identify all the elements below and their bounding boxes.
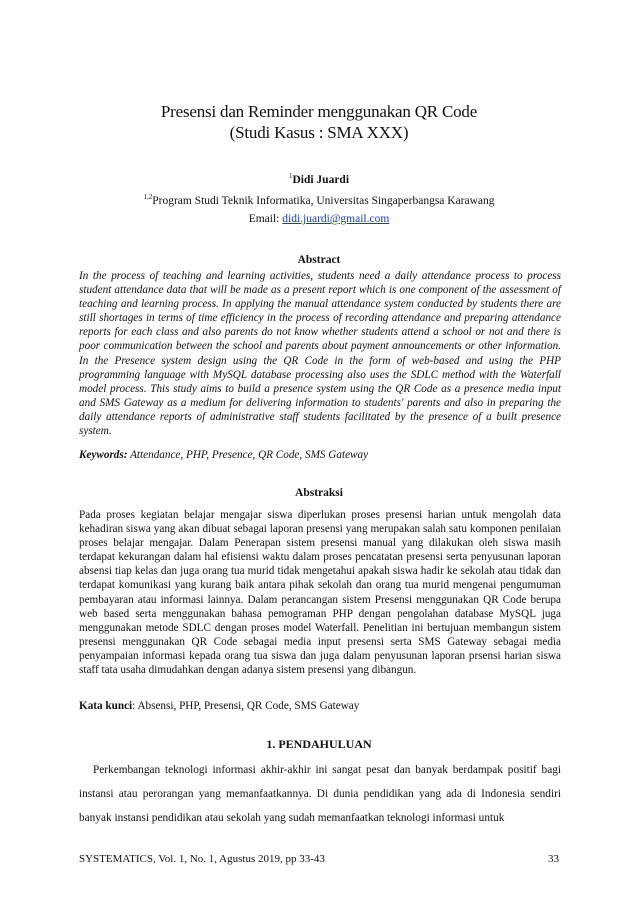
author-superscript: 1 <box>288 172 293 180</box>
paper-title-line2: (Studi Kasus : SMA XXX) <box>229 123 409 142</box>
email-line <box>0 213 638 225</box>
paper-title-line1: Presensi dan Reminder menggunakan QR Code <box>160 102 478 121</box>
abstract-text: In the process of teaching and learning activities, students need a daily attendance process to process student attendance data that will be made as a present report which is one component of the assessment of teaching and learning process. In applying the manual attendance system conducted by students there are still shortages in terms of time efficiency in the process of recording attendance and preparing attendance reports for each class and also parents do not know whether students attend a school or not and there is poor communication between the school and parents about payment announcements or other information. In the Presence system design using the QR Code in the form of web-based and using the PHP programming language with MySQL database processing also uses the SDLC method with the Waterfall model process. This study aims to build a presence system using the QR Code as a presence media input and SMS Gateway as a medium for delivering information to students' parents and also in preparing the daily attendance reports of administrative staff students facilitated by the presence of a built presence system. <box>79 270 561 438</box>
abstraksi-heading: Abstraksi <box>295 487 343 499</box>
author-name: Didi Juardi <box>292 174 350 186</box>
affiliation-text: Program Studi Teknik Informatika, Universitas Singaperbangsa Karawang <box>152 195 495 207</box>
affiliation-line <box>0 193 638 207</box>
author-line <box>0 172 638 186</box>
affiliation-superscript: 1,2 <box>143 193 153 201</box>
keywords-text: Attendance, PHP, Presence, QR Code, SMS Gateway <box>127 449 369 461</box>
intro-paragraph: Perkembangan teknologi informasi akhir-akhir ini sangat pesat dan banyak berdampak positif bagi instansi atau perorangan yang memanfaatkannya. Di dunia pendidikan yang ada di Indonesia sendiri banyak instansi pendidikan atau sekolah yang sudah memanfaatkan teknologi informasi untuk <box>79 764 561 824</box>
keywords-line <box>79 449 561 461</box>
kata-kunci-text: : Absensi, PHP, Presensi, QR Code, SMS Gateway <box>132 700 360 712</box>
abstract-heading: Abstract <box>297 254 341 266</box>
section-heading-pendahuluan: 1. PENDAHULUAN <box>266 737 372 751</box>
keywords-label: Keywords: <box>79 449 128 461</box>
footer-journal-info: SYSTEMATICS, Vol. 1, No. 1, Agustus 2019, pp 33-43 <box>79 853 325 865</box>
footer-page-number: 33 <box>548 853 559 865</box>
abstraksi-text: Pada proses kegiatan belajar mengajar siswa diperlukan proses presensi harian untuk mengolah data kehadiran siswa yang akan dibuat sebagai laporan presensi yang merupakan salah satu komponen penilaian proses belajar mengajar. Dalam Penerapan sistem presensi manual yang dilakukan oleh siswa masih terdapat kekurangan dalam hal efisiensi waktu dalam proses pencatatan presensi serta penyusunan laporan absensi tiap kelas dan juga orang tua murid tidak mengetahui apakah siswa hadir ke sekolah atau tidak dan terdapat komunikasi yang kurang baik antara pihak sekolah dan orang tua murid mengenai pengumuman pembayaran atau informasi lainnya. Dalam perancangan sistem Presensi menggunakan QR Code berupa web based serta menggunakan bahasa pemograman PHP dengan pengolahan database MySQL juga menggunakan metode SDLC dengan proses model Waterfall. Penelitian ini bertujuan membangun sistem presensi menggunakan QR Code sebagai media input presensi serta SMS Gateway sebagai media penyampaian informasi kepada orang tua siswa dan juga dalam penyusunan laporan prsensi harian siswa staff tata usaha dimudahkan dengan adanya sistem presensi yang dibangun. <box>79 509 561 677</box>
email-label: Email: <box>248 213 283 225</box>
email-link[interactable]: didi.juardi@gmail.com <box>282 213 390 225</box>
kata-kunci-label: Kata kunci <box>79 700 133 712</box>
kata-kunci-line <box>79 700 561 712</box>
